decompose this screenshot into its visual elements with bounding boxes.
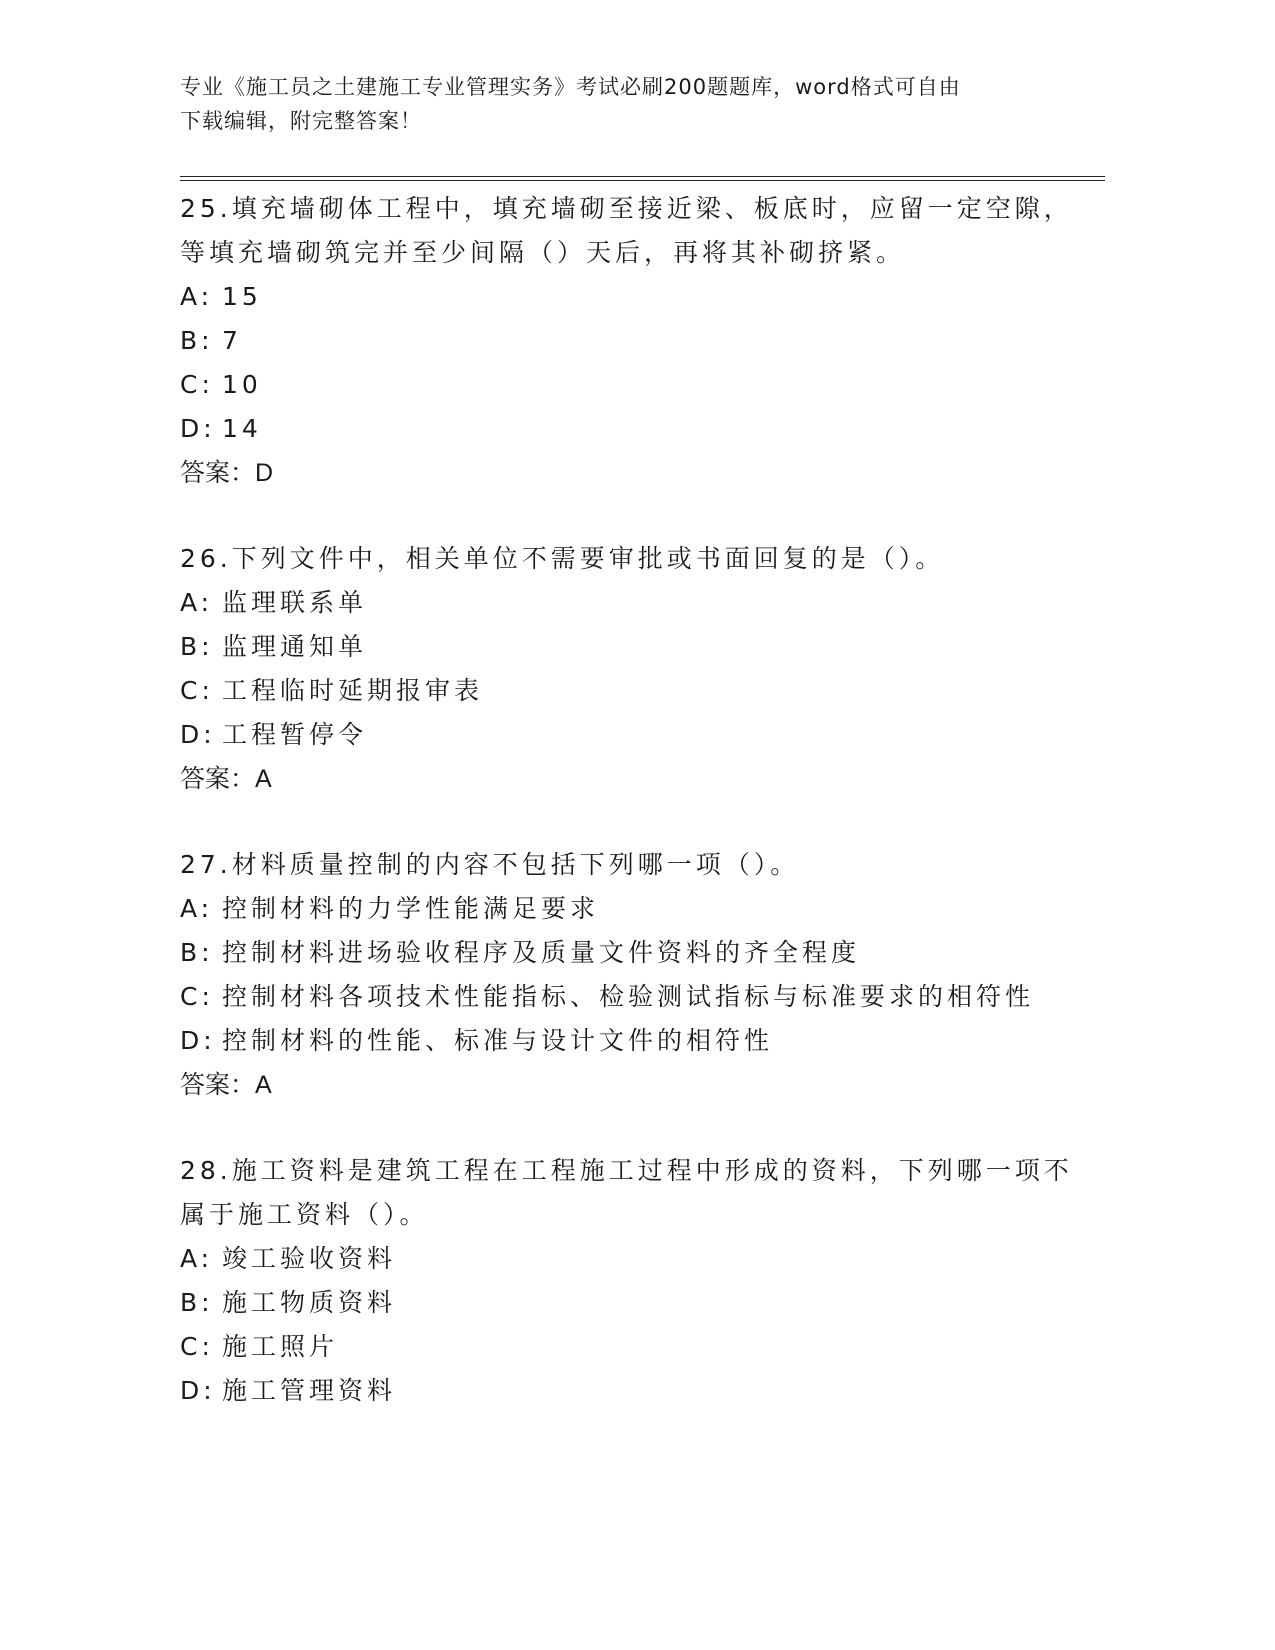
- option-d: [180, 407, 1100, 451]
- option-text: 控制材料各项技术性能指标、检验测试指标与标准要求的相符性: [222, 982, 1035, 1011]
- option-text: 施工物质资料: [222, 1288, 397, 1317]
- option-text: 15: [222, 282, 262, 311]
- option-a: [180, 1237, 1100, 1281]
- option-key: B:: [180, 326, 214, 355]
- question-stem-line: 27.材料质量控制的内容不包括下列哪一项（）。: [180, 850, 800, 879]
- option-b: [180, 931, 1100, 975]
- answer: 答案：D: [180, 459, 274, 487]
- question-stem-line: 属于施工资料（）。: [180, 1200, 429, 1229]
- option-key: D:: [180, 1026, 216, 1055]
- option-d: [180, 1019, 1100, 1063]
- option-key: C:: [180, 1332, 214, 1361]
- option-text: 监理联系单: [222, 588, 368, 617]
- question-stem-line: 25.填充墙砌体工程中，填充墙砌至接近梁、板底时，应留一定空隙，: [180, 194, 1073, 223]
- question-26: [180, 537, 1100, 801]
- header-divider: [180, 176, 1105, 181]
- option-key: A:: [180, 894, 214, 923]
- option-d: [180, 713, 1100, 757]
- option-a: [180, 275, 1100, 319]
- option-text: 施工管理资料: [222, 1376, 397, 1405]
- option-key: B:: [180, 1288, 214, 1317]
- question-stem: [180, 537, 1100, 581]
- option-key: A:: [180, 282, 214, 311]
- option-text: 监理通知单: [222, 632, 368, 661]
- question-stem-line: 等填充墙砌筑完并至少间隔（）天后，再将其补砌挤紧。: [180, 238, 906, 267]
- option-text: 10: [222, 370, 262, 399]
- option-key: A:: [180, 1244, 214, 1273]
- option-text: 工程临时延期报审表: [222, 676, 484, 705]
- option-b: [180, 319, 1100, 363]
- option-key: A:: [180, 588, 214, 617]
- question-stem: [180, 187, 1100, 275]
- option-text: 竣工验收资料: [222, 1244, 397, 1273]
- header-line-1: 专业《施工员之土建施工专业管理实务》考试必刷200题题库，word格式可自由: [180, 75, 961, 99]
- option-b: [180, 625, 1100, 669]
- header-line-2: 下载编辑，附完整答案！: [180, 109, 422, 133]
- option-text: 控制材料进场验收程序及质量文件资料的齐全程度: [222, 938, 861, 967]
- answer: 答案：A: [180, 1071, 272, 1099]
- option-text: 7: [222, 326, 242, 355]
- option-text: 14: [222, 414, 262, 443]
- option-key: B:: [180, 632, 214, 661]
- question-stem-line: 26.下列文件中，相关单位不需要审批或书面回复的是（）。: [180, 544, 945, 573]
- option-c: [180, 975, 1100, 1019]
- document-page: [180, 70, 1100, 1413]
- option-key: C:: [180, 370, 214, 399]
- question-stem-line: 28.施工资料是建筑工程在工程施工过程中形成的资料，下列哪一项不: [180, 1156, 1073, 1185]
- option-key: B:: [180, 938, 214, 967]
- answer: 答案：A: [180, 765, 272, 793]
- option-text: 控制材料的力学性能满足要求: [222, 894, 600, 923]
- option-key: D:: [180, 720, 216, 749]
- option-key: D:: [180, 1376, 216, 1405]
- document-header: [180, 70, 1040, 138]
- option-key: C:: [180, 982, 214, 1011]
- option-key: D:: [180, 414, 216, 443]
- option-c: [180, 669, 1100, 713]
- option-text: 工程暂停令: [222, 720, 368, 749]
- question-27: [180, 843, 1100, 1107]
- option-d: [180, 1369, 1100, 1413]
- question-25: [180, 187, 1100, 495]
- question-stem: [180, 1149, 1100, 1237]
- option-key: C:: [180, 676, 214, 705]
- option-c: [180, 1325, 1100, 1369]
- option-a: [180, 581, 1100, 625]
- option-a: [180, 887, 1100, 931]
- question-28: [180, 1149, 1100, 1413]
- option-text: 控制材料的性能、标准与设计文件的相符性: [222, 1026, 774, 1055]
- option-c: [180, 363, 1100, 407]
- option-b: [180, 1281, 1100, 1325]
- option-text: 施工照片: [222, 1332, 339, 1361]
- question-stem: [180, 843, 1100, 887]
